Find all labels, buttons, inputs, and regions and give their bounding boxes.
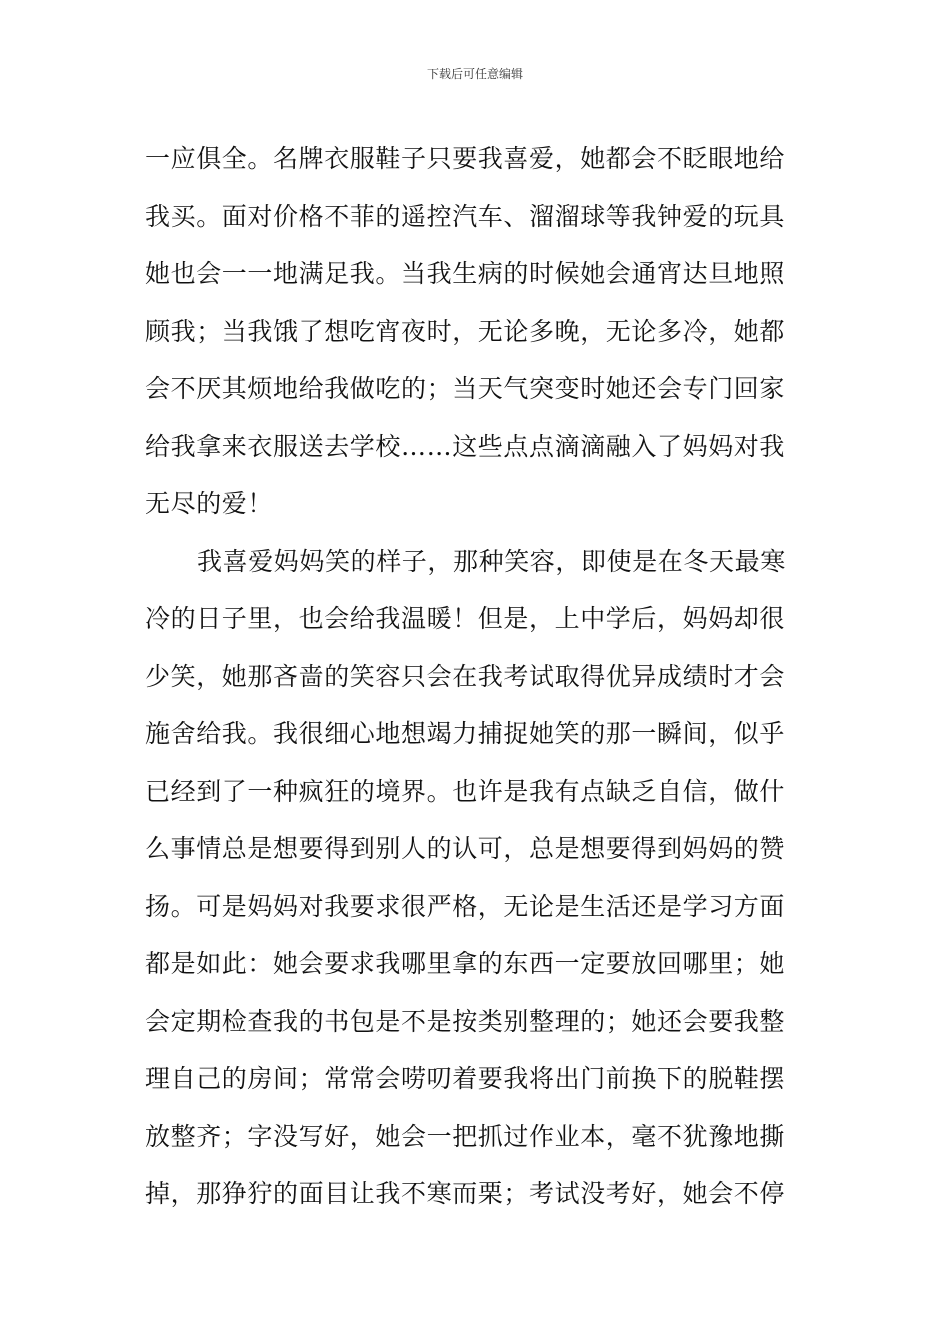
text-line: 会定期检查我的书包是不是按类别整理的；她还会要我整 — [145, 1006, 786, 1036]
text-line: 我买。面对价格不菲的遥控汽车、溜溜球等我钟爱的玩具 — [145, 201, 786, 231]
paragraph-1 — [145, 130, 825, 533]
text-line: 一应俱全。名牌衣服鞋子只要我喜爱，她都会不眨眼地给 — [145, 144, 786, 173]
text-line: 少笑，她那吝啬的笑容只会在我考试取得优异成绩时才会 — [145, 661, 786, 691]
text-line: 么事情总是想要得到别人的认可，总是想要得到妈妈的赞 — [145, 834, 786, 863]
text-line: 冷的日子里，也会给我温暖！但是，上中学后，妈妈却很 — [145, 604, 786, 633]
paragraph-2 — [145, 533, 825, 1223]
text-line-indented: 我喜爱妈妈笑的样子，那种笑容，即使是在冬天最寒 — [197, 546, 786, 576]
page-header-note: 下载后可任意编辑 — [426, 67, 523, 81]
text-line: 放整齐；字没写好，她会一把抓过作业本，毫不犹豫地撕 — [145, 1121, 786, 1151]
text-line: 都是如此：她会要求我哪里拿的东西一定要放回哪里；她 — [145, 949, 786, 978]
text-line: 施舍给我。我很细心地想竭力捕捉她笑的那一瞬间，似乎 — [145, 719, 786, 748]
text-line: 无尽的爱！ — [145, 489, 274, 518]
text-line: 她也会一一地满足我。当我生病的时候她会通宵达旦地照 — [145, 259, 786, 288]
text-line: 顾我；当我饿了想吃宵夜时，无论多晚，无论多冷，她都 — [145, 316, 786, 346]
text-line: 理自己的房间；常常会唠叨着要我将出门前换下的脱鞋摆 — [145, 1064, 786, 1093]
text-line: 已经到了一种疯狂的境界。也许是我有点缺乏自信，做什 — [145, 776, 786, 806]
text-line: 给我拿来衣服送去学校……这些点点滴滴融入了妈妈对我 — [145, 431, 786, 461]
document-body — [145, 130, 825, 1223]
text-line: 会不厌其烦地给我做吃的；当天气突变时她还会专门回家 — [145, 374, 786, 403]
text-line: 掉，那狰狞的面目让我不寒而栗；考试没考好，她会不停 — [145, 1179, 786, 1208]
text-line: 扬。可是妈妈对我要求很严格，无论是生活还是学习方面 — [145, 891, 786, 921]
